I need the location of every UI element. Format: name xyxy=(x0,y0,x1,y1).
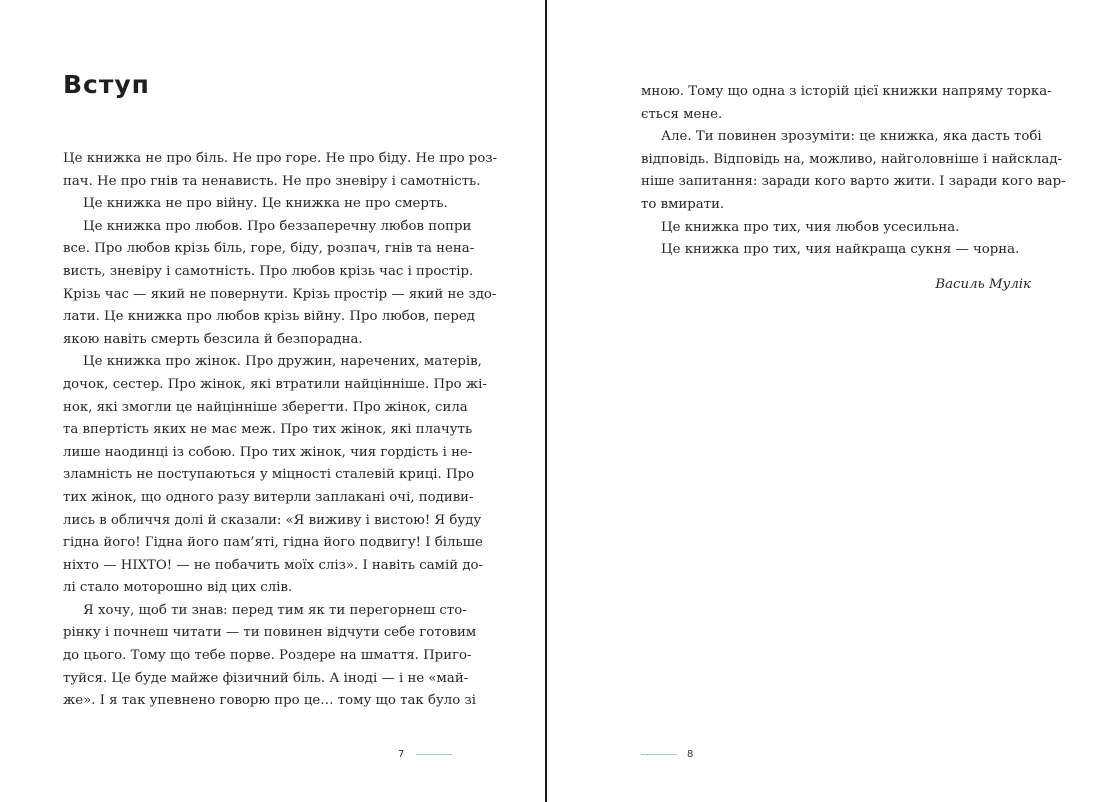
text-line: Це книжка не про біль. Не про горе. Не про біду. Не про роз- xyxy=(63,151,498,166)
folio-rule-left xyxy=(416,754,452,755)
text-line: якою навіть смерть безсила й безпорадна. xyxy=(63,331,363,347)
text-line: Це книжка про любов. Про беззаперечну любов попри xyxy=(83,218,472,234)
chapter-title: Вступ xyxy=(63,70,150,99)
text-line: Це книжка про жінок. Про дружин, наречених, матерів, xyxy=(83,354,482,370)
right-page xyxy=(547,0,1093,802)
text-line: висть, зневіру і самотність. Про любов крізь час і простір. xyxy=(63,263,474,279)
text-line: туйся. Це буде майже фізичний біль. А іноді — і не «май- xyxy=(63,670,469,686)
text-line: дочок, сестер. Про жінок, які втратили найцінніше. Про жі- xyxy=(63,376,487,392)
text-line: Я хочу, щоб ти знав: перед тим як ти перегорнеш сто- xyxy=(83,602,467,618)
text-line: лише наодинці із собою. Про тих жінок, чия гордість і не- xyxy=(63,444,473,460)
text-line: Це книжка не про війну. Це книжка не про смерть. xyxy=(83,196,448,212)
text-line: Крізь час — який не повернути. Крізь простір — який не здо- xyxy=(63,286,497,302)
left-page-text xyxy=(63,148,498,713)
text-line: пач. Не про гнів та ненависть. Не про зневіру і самотність. xyxy=(63,173,481,189)
text-line: Це книжка про тих, чия найкраща сукня — чорна. xyxy=(661,242,1020,258)
author-signature: Василь Мулік xyxy=(935,277,1031,292)
text-line: лати. Це книжка про любов крізь війну. Про любов, перед xyxy=(63,309,475,325)
text-line: до цього. Тому що тебе порве. Роздере на шмаття. Приго- xyxy=(63,648,472,664)
text-line: же». І я так упевнено говорю про це… тому що так було зі xyxy=(63,693,476,709)
text-line: гідна його! Гідна його пам’яті, гідна його подвигу! І більше xyxy=(63,535,483,551)
text-line: ніше запитання: заради кого варто жити. І заради кого вар- xyxy=(641,174,1066,190)
right-page-text xyxy=(641,81,1066,262)
text-line: лись в обличчя долі й сказали: «Я виживу і вистою! Я буду xyxy=(63,512,482,528)
page-number-left: 7 xyxy=(398,749,405,760)
text-line: тих жінок, що одного разу витерли заплакані очі, подиви- xyxy=(63,489,474,505)
text-line: та впертість яких не має меж. Про тих жінок, які плачуть xyxy=(63,422,473,438)
text-line: Це книжка про тих, чия любов усесильна. xyxy=(661,219,960,235)
text-line: ється мене. xyxy=(641,106,723,122)
right-page-footer xyxy=(641,749,693,760)
text-line: то вмирати. xyxy=(641,196,725,212)
text-line: ніхто — НІХТО! — не побачить моїх сліз». І навіть самій до- xyxy=(63,557,484,573)
folio-rule-right xyxy=(641,754,677,755)
text-line: все. Про любов крізь біль, горе, біду, розпач, гнів та нена- xyxy=(63,241,475,257)
text-line: нок, які змогли це найцінніше зберегти. Про жінок, сила xyxy=(63,399,468,415)
text-line: Але. Ти повинен зрозуміти: це книжка, яка дасть тобі xyxy=(661,129,1042,145)
text-line: мною. Тому що одна з історій цієї книжки напряму торка- xyxy=(641,84,1052,99)
text-line: зламність не поступаються у міцності сталевій криці. Про xyxy=(63,467,475,483)
text-line: лі стало моторошно від цих слів. xyxy=(63,580,293,596)
page-number-right: 8 xyxy=(687,749,694,760)
left-page xyxy=(0,0,545,802)
text-line: відповідь. Відповідь на, можливо, найголовніше і найсклад- xyxy=(641,151,1063,167)
left-page-footer xyxy=(398,749,452,760)
text-line: рінку і почнеш читати — ти повинен відчути себе готовим xyxy=(63,625,477,641)
